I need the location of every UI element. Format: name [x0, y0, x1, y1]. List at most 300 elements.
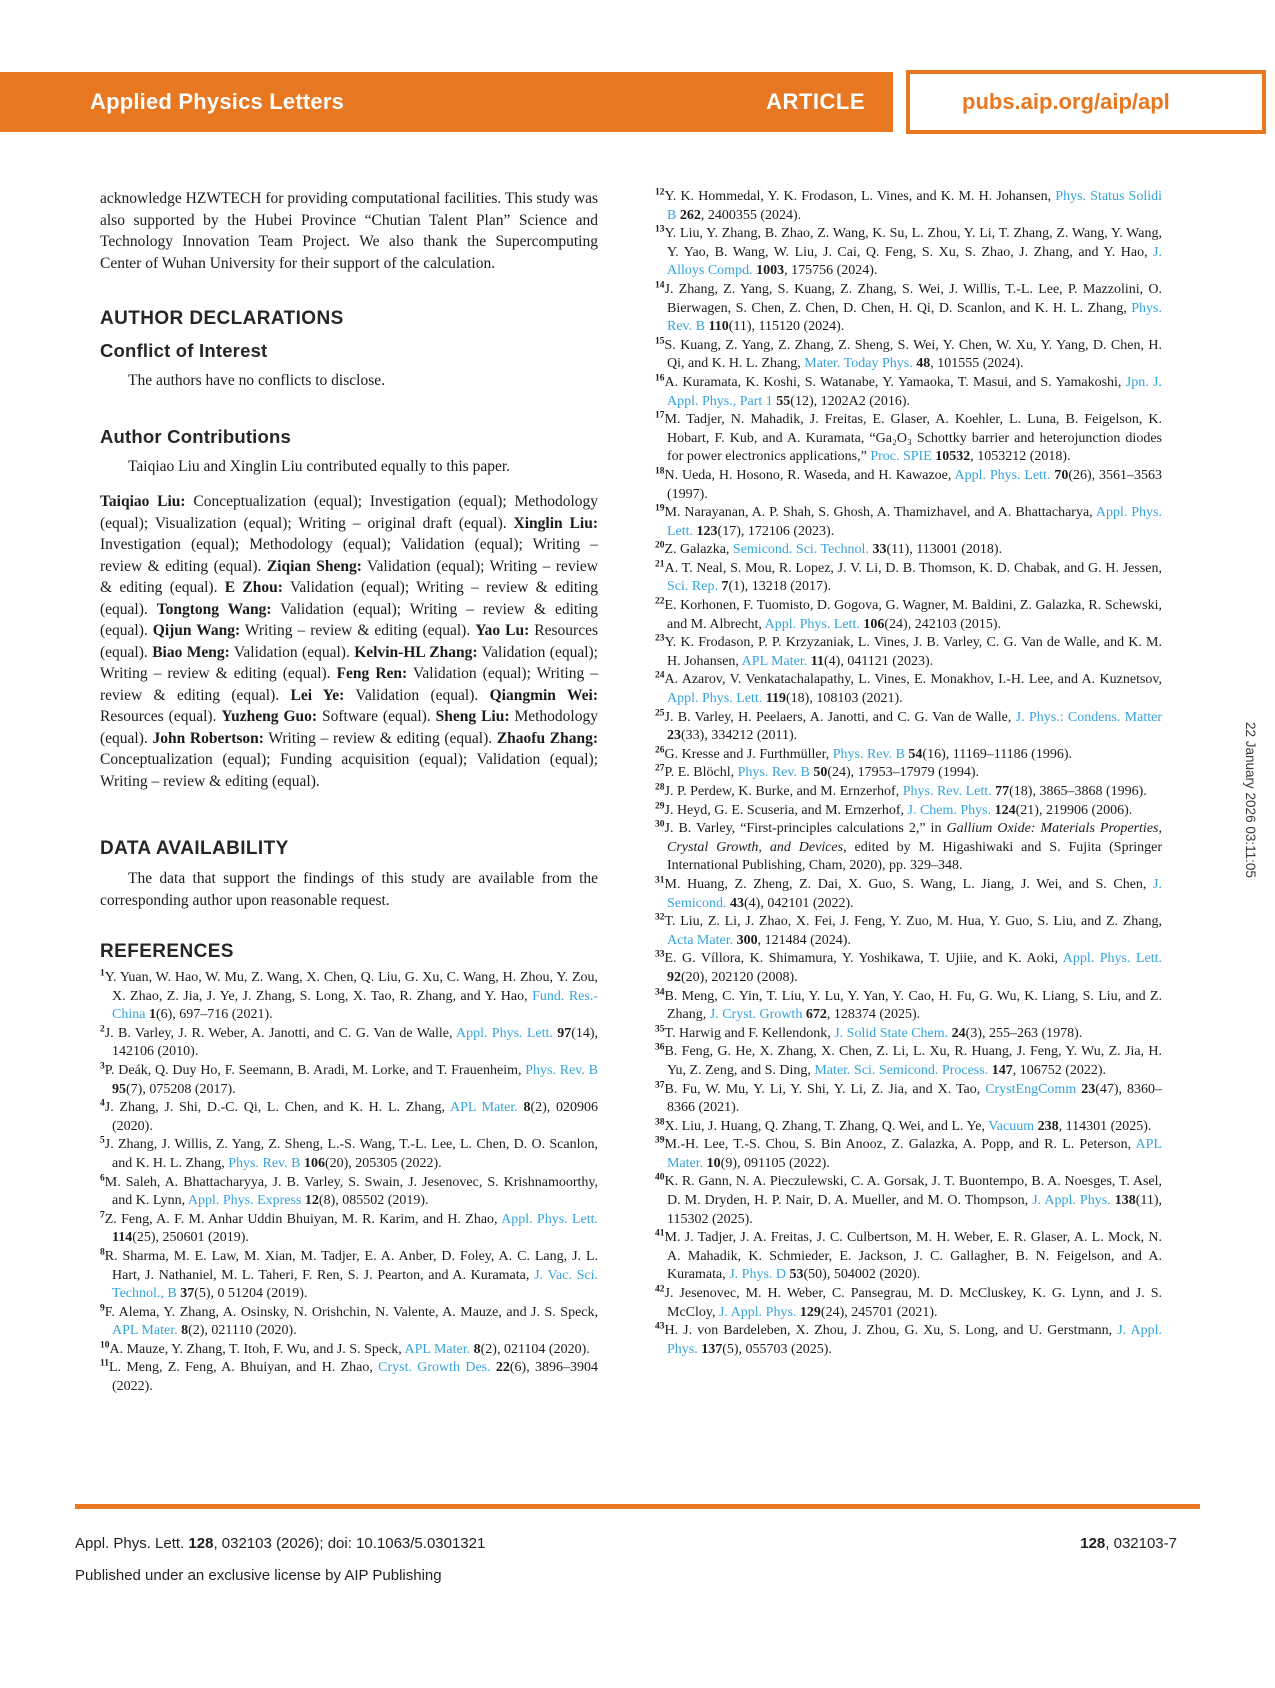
contributions-paragraph: [100, 491, 598, 792]
article-type-label: ARTICLE: [766, 89, 865, 114]
reference-number: 40: [655, 1172, 665, 1183]
reference-item: [100, 1211, 598, 1248]
reference-item: [655, 541, 1162, 560]
text-segment: 138: [1114, 1193, 1136, 1209]
download-timestamp: 22 January 2026 03:11:05: [1243, 722, 1258, 878]
text-segment: (3), 255–263 (1978).: [965, 1025, 1083, 1041]
reference-item: [655, 820, 1162, 876]
text-segment: 95: [112, 1081, 126, 1097]
journal-link[interactable]: J. Phys. D: [729, 1267, 786, 1283]
text-segment: Methodology (equal).: [100, 708, 598, 747]
text-segment: 10: [706, 1155, 721, 1171]
text-segment: (11), 115302 (2025).: [667, 1193, 1162, 1227]
text-segment: (24), 245701 (2021).: [820, 1304, 938, 1320]
journal-link[interactable]: APL Mater.: [404, 1341, 471, 1357]
text-segment: 1: [148, 1007, 156, 1023]
journal-link[interactable]: Phys. Rev. Lett.: [902, 784, 992, 799]
reference-number: 23: [655, 633, 665, 644]
journal-link[interactable]: Appl. Phys. Lett.: [667, 505, 1162, 539]
reference-number: 33: [655, 949, 665, 960]
reference-number: 35: [655, 1024, 665, 1035]
text-segment: Writing – review & editing (equal).: [263, 729, 497, 747]
journal-link[interactable]: Appl. Phys. Lett.: [1062, 951, 1162, 967]
text-segment: 23: [1081, 1081, 1096, 1097]
text-segment: J. B. Varley, H. Peelaers, A. Janotti, and C. G. Van de Walle,: [664, 709, 1016, 725]
reference-item: [655, 634, 1162, 671]
data-availability-heading: DATA AVAILABILITY: [100, 838, 289, 859]
text-segment: (25), 250601 (2019).: [132, 1230, 249, 1246]
text-segment: Sheng Liu:: [435, 708, 510, 725]
text-segment: (26), 3561–3563 (1997).: [667, 467, 1162, 502]
text-segment: 672: [805, 1007, 827, 1023]
text-segment: 124: [994, 802, 1016, 818]
text-segment: 8: [523, 1100, 531, 1116]
text-segment: A. T. Neal, S. Mou, R. Lopez, J. V. Li, D. B. Thomson, K. D. Chabak, and G. H. Jessen,: [664, 560, 1162, 576]
journal-link[interactable]: Appl. Phys. Lett.: [764, 616, 860, 632]
text-segment: (20), 205305 (2022).: [324, 1155, 442, 1171]
text-segment: Xinglin Liu:: [513, 514, 599, 532]
journal-link[interactable]: Appl. Phys. Lett.: [667, 691, 763, 707]
text-segment: , edited by M. Higashiwaki and S. Fujita (Springer International Publishing, Cham, 2020), pp. 329–348.: [667, 839, 1162, 874]
text-segment: Conceptualization (equal); Investigation (equal); Methodology (equal); Visualization (equal); Writing – original draft (equal).: [100, 493, 598, 532]
text-segment: 23: [667, 728, 681, 744]
reference-number: 42: [655, 1284, 665, 1295]
reference-item: [655, 764, 1162, 783]
text-segment: Validation (equal); Writing – review & editing (equal).: [100, 643, 598, 682]
text-segment: 70: [1054, 467, 1069, 483]
journal-link[interactable]: J. Appl. Phys.: [667, 1323, 1162, 1357]
reference-number: 11: [100, 1358, 109, 1369]
text-segment: 7: [721, 579, 729, 595]
journal-link[interactable]: APL Mater.: [449, 1100, 518, 1116]
reference-number: 20: [655, 540, 665, 551]
text-segment: T. Harwig and F. Kellendonk,: [664, 1025, 835, 1041]
journal-link[interactable]: Appl. Phys. Lett.: [456, 1025, 553, 1041]
text-segment: E Zhou:: [224, 579, 283, 596]
text-segment: Z. Feng, A. F. M. Anhar Uddin Bhuiyan, M. R. Karim, and H. Zhao,: [104, 1211, 502, 1227]
author-declarations-heading: AUTHOR DECLARATIONS: [100, 308, 344, 329]
journal-link[interactable]: Vacuum: [988, 1118, 1035, 1134]
reference-item: [655, 950, 1162, 987]
text-segment: (47), 8360–8366 (2021).: [667, 1081, 1162, 1116]
text-segment: F. Alema, Y. Zhang, A. Osinsky, N. Orishchin, N. Valente, A. Mauze, and J. S. Speck,: [104, 1304, 598, 1320]
journal-link[interactable]: J. Vac. Sci. Technol., B: [112, 1267, 598, 1302]
text-segment: , 175756 (2024).: [784, 263, 878, 279]
text-segment: 48: [916, 356, 931, 372]
text-segment: (2), 021110 (2020).: [188, 1323, 297, 1339]
text-segment: 110: [708, 319, 729, 335]
reference-item: [655, 913, 1162, 950]
journal-link[interactable]: J. Chem. Phys.: [907, 802, 992, 818]
text-segment: A. Kuramata, K. Koshi, S. Watanabe, Y. Yamaoka, T. Masui, and S. Yamakoshi,: [664, 374, 1126, 390]
journal-link[interactable]: Appl. Phys. Express: [187, 1193, 302, 1209]
text-segment: Zhaofu Zhang:: [496, 729, 598, 747]
reference-number: 4: [100, 1098, 105, 1109]
conflict-of-interest-text: The authors have no conflicts to disclose.: [128, 372, 385, 389]
text-segment: (4), 041121 (2023).: [824, 653, 934, 669]
journal-link[interactable]: CrystEngComm: [985, 1081, 1077, 1097]
text-segment: 55: [776, 393, 791, 409]
text-segment: Writing – review & editing (equal).: [240, 622, 476, 639]
reference-number: 36: [655, 1042, 665, 1053]
reference-number: 7: [100, 1210, 105, 1221]
text-segment: , 032103-7: [1105, 1535, 1177, 1552]
text-segment: Gallium Oxide: Materials Properties, Crystal Growth, and Devices: [667, 821, 1162, 855]
text-segment: 24: [951, 1025, 966, 1041]
text-segment: P. Deák, Q. Duy Ho, F. Seemann, B. Aradi, M. Lorke, and T. Frauenheim,: [104, 1062, 526, 1078]
journal-link[interactable]: J. Semicond.: [667, 876, 1162, 911]
reference-item: [655, 802, 1162, 821]
header-band: [0, 72, 893, 132]
reference-number: 21: [655, 559, 665, 570]
reference-number: 27: [655, 763, 665, 774]
journal-link[interactable]: Mater. Today Phys.: [804, 356, 913, 372]
reference-item: [100, 969, 598, 1025]
text-segment: Yuzheng Guo:: [221, 708, 318, 725]
journal-link[interactable]: Phys. Rev. B: [525, 1062, 598, 1078]
text-segment: T. Liu, Z. Li, J. Zhao, X. Fei, J. Feng, Y. Zuo, M. Hua, Y. Guo, S. Liu, and Z. Zhang,: [664, 914, 1162, 930]
references-heading: REFERENCES: [100, 941, 234, 962]
text-segment: J. Zhang, J. Shi, D.-C. Qi, L. Chen, and K. H. L. Zhang,: [104, 1100, 450, 1116]
journal-link[interactable]: Appl. Phys. Lett.: [501, 1211, 599, 1227]
reference-number: 2: [100, 1024, 105, 1035]
author-contributions-heading: Author Contributions: [100, 425, 292, 447]
reference-number: 19: [655, 503, 665, 514]
text-segment: J. B. Varley, “First-principles calculations 2,” in: [664, 821, 947, 837]
text-segment: Qijun Wang:: [152, 622, 241, 639]
text-segment: A. Azarov, V. Venkatachalapathy, L. Vines, E. Monakhov, I.-H. Lee, and A. Kuznetsov,: [664, 672, 1162, 688]
text-segment: Yao Lu:: [475, 622, 530, 639]
text-segment: A. Mauze, Y. Zhang, T. Itoh, F. Wu, and J. S. Speck,: [109, 1341, 405, 1357]
text-segment: (50), 504002 (2020).: [803, 1267, 921, 1283]
text-segment: (7), 075208 (2017).: [126, 1081, 236, 1097]
text-segment: 129: [799, 1304, 821, 1320]
text-segment: Y. Yuan, W. Hao, W. Mu, Z. Wang, X. Chen, Q. Liu, G. Xu, C. Wang, H. Zhou, Y. Zou, X. Zhao, Z. Jia, J. Ye, J. Zhang, S. Long, X. Tao, R. Zhang, and Y. Hao,: [104, 970, 598, 1004]
text-segment: B. Feng, G. He, X. Zhang, X. Chen, Z. Li, L. Xu, R. Huang, J. Feng, Y. Wu, Z. Jia, H. Yu, Z. Zeng, and S. Ding,: [664, 1044, 1162, 1078]
text-segment: 238: [1037, 1118, 1059, 1134]
reference-item: [655, 281, 1162, 337]
reference-item: [100, 1304, 598, 1341]
text-segment: (2), 021104 (2020).: [480, 1341, 590, 1357]
text-segment: Resources (equal).: [100, 708, 222, 725]
text-segment: Kelvin-HL Zhang:: [354, 643, 478, 661]
text-segment: John Robertson:: [152, 729, 264, 747]
reference-number: 3: [100, 1061, 105, 1072]
journal-link[interactable]: Fund. Res.-China: [112, 988, 598, 1023]
text-segment: (14), 142106 (2010).: [112, 1025, 599, 1060]
text-segment: Lei Ye:: [290, 686, 345, 704]
text-segment: X. Liu, J. Huang, Q. Zhang, T. Zhang, Q. Wei, and L. Ye,: [664, 1118, 989, 1134]
reference-number: 18: [655, 466, 665, 477]
reference-number: 30: [655, 819, 665, 830]
text-segment: Biao Meng:: [152, 643, 230, 661]
text-segment: 300: [736, 932, 758, 948]
text-segment: J. Zhang, J. Willis, Z. Yang, Z. Sheng, L.-S. Wang, T.-L. Lee, L. Chen, D. O. Scanlon, and K. H. L. Zhang,: [104, 1137, 598, 1171]
text-segment: 53: [789, 1267, 804, 1283]
text-segment: (11), 113001 (2018).: [886, 542, 1003, 558]
text-segment: (18), 3865–3868 (1996).: [1009, 784, 1147, 799]
text-segment: Tongtong Wang:: [156, 600, 272, 618]
text-segment: J. P. Perdew, K. Burke, and M. Ernzerhof,: [664, 784, 903, 799]
reference-item: [655, 1322, 1162, 1359]
references-list-left: [100, 969, 598, 1397]
text-segment: (9), 091105 (2022).: [720, 1155, 830, 1171]
text-segment: , 101555 (2024).: [930, 356, 1024, 372]
text-segment: 1003: [756, 263, 785, 279]
text-segment: J. Zhang, Z. Yang, S. Kuang, Z. Zhang, S. Wei, J. Willis, T.-L. Lee, P. Mazzolini, O. Bierwagen, S. Chen, Z. Chen, D. Chen, H. Qi, D. Scanlon, and K. H. L. Zhang,: [664, 281, 1162, 316]
text-segment: H. J. von Bardeleben, X. Zhou, J. Zhou, G. Xu, S. Long, and U. Gerstmann,: [664, 1323, 1118, 1339]
text-segment: J. B. Varley, J. R. Weber, A. Janotti, and C. G. Van de Walle,: [104, 1025, 457, 1041]
reference-number: 34: [655, 986, 665, 997]
text-segment: Validation (equal); Writing – review & editing (equal).: [100, 579, 598, 618]
text-segment: E. Korhonen, F. Tuomisto, D. Gogova, G. Wagner, M. Baldini, Z. Galazka, R. Schewski, and M. Albrecht,: [664, 598, 1162, 632]
text-segment: (1), 13218 (2017).: [728, 579, 832, 595]
text-segment: Validation (equal).: [229, 643, 355, 661]
text-segment: (5), 0 51204 (2019).: [194, 1286, 308, 1302]
journal-link[interactable]: Jpn. J. Appl. Phys., Part 1: [667, 374, 1162, 409]
text-segment: 37: [180, 1286, 195, 1302]
reference-item: [100, 1174, 598, 1211]
text-segment: Validation (equal).: [344, 686, 490, 704]
reference-number: 10: [100, 1340, 110, 1351]
text-segment: M. Saleh, A. Bhattacharyya, J. B. Varley, S. Swain, J. Jesenovec, S. Krishnamoorthy, and K. Lynn,: [104, 1174, 598, 1209]
text-segment: 11: [810, 653, 824, 669]
text-segment: , 121484 (2024).: [757, 932, 851, 948]
reference-number: 5: [100, 1135, 105, 1146]
text-segment: J. Heyd, G. E. Scuseria, and M. Ernzerhof,: [664, 802, 908, 818]
reference-number: 6: [100, 1172, 105, 1183]
reference-item: [655, 411, 1162, 467]
text-segment: M.-H. Lee, T.-S. Chou, S. Bin Anooz, Z. Galazka, A. Popp, and R. L. Peterson,: [664, 1137, 1136, 1153]
journal-link[interactable]: J. Appl. Phys.: [1032, 1193, 1111, 1209]
data-availability-text: The data that support the findings of this study are available from the corresponding author upon reasonable request.: [100, 870, 598, 909]
text-segment: , 1053212 (2018).: [970, 449, 1071, 465]
journal-link[interactable]: J. Cryst. Growth: [709, 1007, 803, 1023]
journal-link[interactable]: Phys. Status Solidi B: [667, 189, 1162, 223]
text-segment: (4), 042101 (2022).: [744, 895, 854, 911]
reference-item: [655, 783, 1162, 802]
text-segment: E. G. Víllora, K. Shimamura, Y. Yoshikawa, T. Ujiie, and K. Aoki,: [664, 951, 1063, 967]
journal-link[interactable]: J. Alloys Compd.: [667, 244, 1162, 279]
text-segment: Taiqiao Liu:: [100, 493, 186, 510]
reference-number: 38: [655, 1117, 665, 1128]
left-column: [100, 188, 598, 1397]
journal-link[interactable]: Semicond. Sci. Technol.: [732, 542, 869, 558]
text-segment: (24), 242103 (2015).: [884, 616, 1002, 632]
reference-number: 41: [655, 1228, 665, 1239]
text-segment: Validation (equal); Writing – review & editing (equal).: [100, 665, 598, 704]
text-segment: B. Meng, C. Yin, T. Liu, Y. Lu, Y. Yan, Y. Cao, H. Fu, G. Wu, K. Liang, S. Liu, and Z. Zhang,: [664, 988, 1162, 1023]
reference-number: 28: [655, 782, 665, 793]
reference-number: 29: [655, 800, 665, 811]
reference-number: 24: [655, 670, 665, 681]
text-segment: Appl. Phys. Lett.: [75, 1535, 189, 1552]
text-segment: G. Kresse and J. Furthmüller,: [664, 746, 833, 762]
text-segment: Z. Galazka,: [664, 542, 733, 558]
text-segment: 123: [696, 523, 718, 539]
reference-item: [100, 1099, 598, 1136]
reference-item: [655, 1285, 1162, 1322]
text-segment: (6), 697–716 (2021).: [155, 1007, 273, 1023]
footer-rule: [75, 1504, 1200, 1509]
right-column: [655, 188, 1162, 1359]
text-segment: M. J. Tadjer, J. A. Freitas, J. C. Culbertson, M. H. Weber, E. R. Glaser, A. L. Mock, N. A. Mahadik, K. Schmieder, E. Jackson, J. C. Gallagher, B. N. Feigelson, and A. Kuramata,: [664, 1230, 1162, 1283]
text-segment: 33: [872, 542, 887, 558]
acknowledgment-paragraph: acknowledge HZWTECH for providing computational facilities. This study was also supported by the Hubei Province “Chutian Talent Plan” Science and Technology Innovation Team Project. We also thank the Supercomputing Center of Wuhan University for their support of the calculation.: [100, 190, 598, 272]
text-segment: B. Fu, W. Mu, Y. Li, Y. Shi, Y. Li, Z. Jia, and X. Tao,: [664, 1081, 986, 1097]
text-segment: 147: [991, 1062, 1013, 1078]
reference-item: [100, 1025, 598, 1062]
reference-number: 15: [655, 336, 665, 347]
text-segment: (24), 17953–17979 (1994).: [827, 765, 979, 781]
reference-item: [655, 1118, 1162, 1137]
reference-item: [655, 1173, 1162, 1229]
text-segment: 128: [1080, 1535, 1106, 1552]
reference-item: [100, 1341, 598, 1360]
text-segment: N. Ueda, H. Hosono, R. Waseda, and H. Kawazoe,: [664, 467, 955, 483]
journal-link[interactable]: Cryst. Growth Des.: [378, 1360, 491, 1376]
text-segment: Conceptualization (equal); Funding acquisition (equal); Validation (equal); Writing – review & editing (equal).: [100, 751, 598, 790]
reference-number: 17: [655, 410, 665, 421]
text-segment: 54: [908, 746, 923, 762]
text-segment: 22: [495, 1360, 510, 1376]
text-segment: 119: [765, 691, 787, 707]
text-segment: M. Narayanan, A. P. Shah, S. Ghosh, A. Thamizhavel, and A. Bhattacharya,: [664, 505, 1096, 521]
journal-link[interactable]: J. Appl. Phys.: [718, 1304, 797, 1320]
text-segment: (21), 219906 (2006).: [1015, 802, 1133, 818]
journal-link[interactable]: APL Mater.: [667, 1137, 1162, 1171]
footer-page-number: [900, 1535, 1177, 1552]
text-segment: (5), 055703 (2025).: [722, 1341, 832, 1357]
reference-item: [655, 225, 1162, 281]
references-list-right: [655, 188, 1162, 1359]
text-segment: (16), 11169–11186 (1996).: [922, 746, 1072, 762]
text-segment: S. Kuang, Z. Yang, Z. Zhang, Z. Sheng, S. Wei, Y. Chen, W. Xu, Y. Yang, D. Chen, H. Qi, and K. H. L. Zhang,: [664, 337, 1162, 372]
text-segment: Y. K. Frodason, P. P. Krzyzaniak, L. Vines, J. B. Varley, C. G. Van de Walle, and K. M. H. Johansen,: [664, 635, 1162, 669]
journal-link[interactable]: Mater. Sci. Semicond. Process.: [814, 1062, 989, 1078]
text-segment: (20), 202120 (2008).: [681, 969, 798, 985]
text-segment: , 128374 (2025).: [826, 1007, 921, 1023]
reference-item: [655, 560, 1162, 597]
reference-number: 9: [100, 1303, 105, 1314]
text-segment: , 114301 (2025).: [1058, 1118, 1152, 1134]
journal-link[interactable]: J. Phys.: Condens. Matter: [1015, 709, 1162, 725]
text-segment: 10532: [935, 449, 971, 465]
reference-number: 1: [100, 968, 105, 979]
text-segment: Qiangmin Wei:: [489, 686, 598, 704]
conflict-of-interest-heading: Conflict of Interest: [100, 340, 268, 361]
text-segment: 106: [863, 616, 885, 632]
footer-citation: [75, 1535, 485, 1552]
journal-link[interactable]: APL Mater.: [741, 653, 808, 669]
text-segment: Software (equal).: [317, 708, 436, 725]
reference-item: [655, 1136, 1162, 1173]
reference-item: [655, 504, 1162, 541]
text-segment: M. Huang, Z. Zheng, Z. Dai, X. Guo, S. Wang, L. Jiang, J. Wei, and S. Chen,: [664, 876, 1154, 892]
text-segment: 43: [730, 895, 744, 911]
text-segment: , 2400355 (2024).: [700, 207, 802, 223]
text-segment: J. Jesenovec, M. H. Weber, C. Pansegrau, M. D. McCluskey, K. G. Lynn, and J. S. McCloy,: [664, 1286, 1162, 1320]
text-segment: 50: [813, 765, 828, 781]
text-segment: Ziqian Sheng:: [266, 557, 362, 575]
text-segment: M. Tadjer, N. Mahadik, J. Freitas, E. Glaser, A. Koehler, L. Luna, B. Feigelson, K. Hobart, F. Kub, and A. Kuramata, “Ga₂O₃ Schottky barrier and heterojunction diodes for power electronics applications,”: [664, 412, 1162, 465]
text-segment: (18), 108103 (2021).: [786, 691, 903, 707]
publisher-url[interactable]: pubs.aip.org/aip/apl: [962, 89, 1170, 114]
reference-number: 16: [655, 373, 665, 384]
footer-license: Published under an exclusive license by AIP Publishing: [75, 1567, 442, 1584]
journal-link[interactable]: Appl. Phys. Lett.: [954, 467, 1051, 483]
text-segment: 137: [701, 1341, 723, 1357]
reference-item: [100, 1062, 598, 1099]
text-segment: 114: [112, 1230, 133, 1246]
journal-link[interactable]: Sci. Rep.: [667, 579, 718, 595]
reference-item: [655, 988, 1162, 1025]
text-segment: 8: [473, 1341, 481, 1357]
reference-item: [655, 1229, 1162, 1285]
reference-number: 22: [655, 596, 665, 607]
text-segment: , 032103 (2026); doi: 10.1063/5.0301321: [213, 1535, 486, 1552]
text-segment: 8: [181, 1323, 189, 1339]
text-segment: Validation (equal); Writing – review & editing (equal).: [100, 557, 598, 596]
reference-number: 26: [655, 745, 665, 756]
text-segment: 106: [303, 1155, 325, 1171]
text-segment: Y. K. Hommedal, Y. K. Frodason, L. Vines, and K. M. H. Johansen,: [664, 189, 1056, 204]
contributions-intro: Taiqiao Liu and Xinglin Liu contributed equally to this paper.: [128, 457, 511, 475]
text-segment: L. Meng, Z. Feng, A. Bhuiyan, and H. Zhao,: [108, 1360, 379, 1376]
reference-number: 8: [100, 1247, 105, 1258]
reference-item: [100, 1136, 598, 1173]
text-segment: 12: [304, 1193, 319, 1209]
text-segment: 92: [667, 969, 681, 985]
journal-link[interactable]: J. Solid State Chem.: [834, 1025, 949, 1041]
journal-link[interactable]: Phys. Rev. B: [667, 300, 1162, 335]
reference-number: 14: [655, 280, 665, 291]
text-segment: (33), 334212 (2011).: [681, 728, 798, 744]
text-segment: (2), 020906 (2020).: [112, 1100, 599, 1134]
text-segment: Resources (equal).: [100, 622, 598, 661]
reference-item: [655, 671, 1162, 708]
text-segment: , 106752 (2022).: [1012, 1062, 1107, 1078]
journal-link[interactable]: Acta Mater.: [667, 932, 734, 948]
text-segment: Feng Ren:: [336, 665, 408, 682]
reference-number: 31: [655, 875, 665, 886]
reference-number: 12: [655, 187, 665, 198]
journal-link[interactable]: Phys. Rev. B: [737, 765, 810, 781]
publisher-url-box[interactable]: [906, 70, 1266, 134]
text-segment: 128: [188, 1535, 214, 1552]
reference-item: [655, 337, 1162, 374]
journal-link[interactable]: Phys. Rev. B: [832, 746, 905, 762]
text-segment: Investigation (equal); Methodology (equal); Validation (equal); Writing – review & editing (equal).: [100, 536, 598, 575]
reference-number: 39: [655, 1135, 665, 1146]
reference-item: [100, 1248, 598, 1304]
journal-link[interactable]: Proc. SPIE: [870, 449, 932, 465]
text-segment: K. R. Gann, N. A. Pieczulewski, C. A. Gorsak, J. T. Buontempo, B. A. Noesges, T. Asel, D. M. Dryden, H. P. Nair, D. A. Mueller, and M. O. Thompson,: [664, 1174, 1162, 1209]
text-segment: (17), 172106 (2023).: [717, 523, 835, 539]
journal-title: Applied Physics Letters: [90, 89, 345, 114]
reference-item: [655, 467, 1162, 504]
reference-number: 43: [655, 1321, 665, 1332]
reference-item: [655, 876, 1162, 913]
reference-item: [100, 1359, 598, 1396]
text-segment: Validation (equal); Writing – review & editing (equal).: [100, 600, 598, 639]
journal-link[interactable]: APL Mater.: [112, 1323, 178, 1339]
reference-item: [655, 1043, 1162, 1080]
reference-item: [655, 1081, 1162, 1118]
reference-item: [655, 1025, 1162, 1044]
text-segment: (11), 115120 (2024).: [728, 319, 845, 335]
journal-link[interactable]: Phys. Rev. B: [228, 1155, 301, 1171]
